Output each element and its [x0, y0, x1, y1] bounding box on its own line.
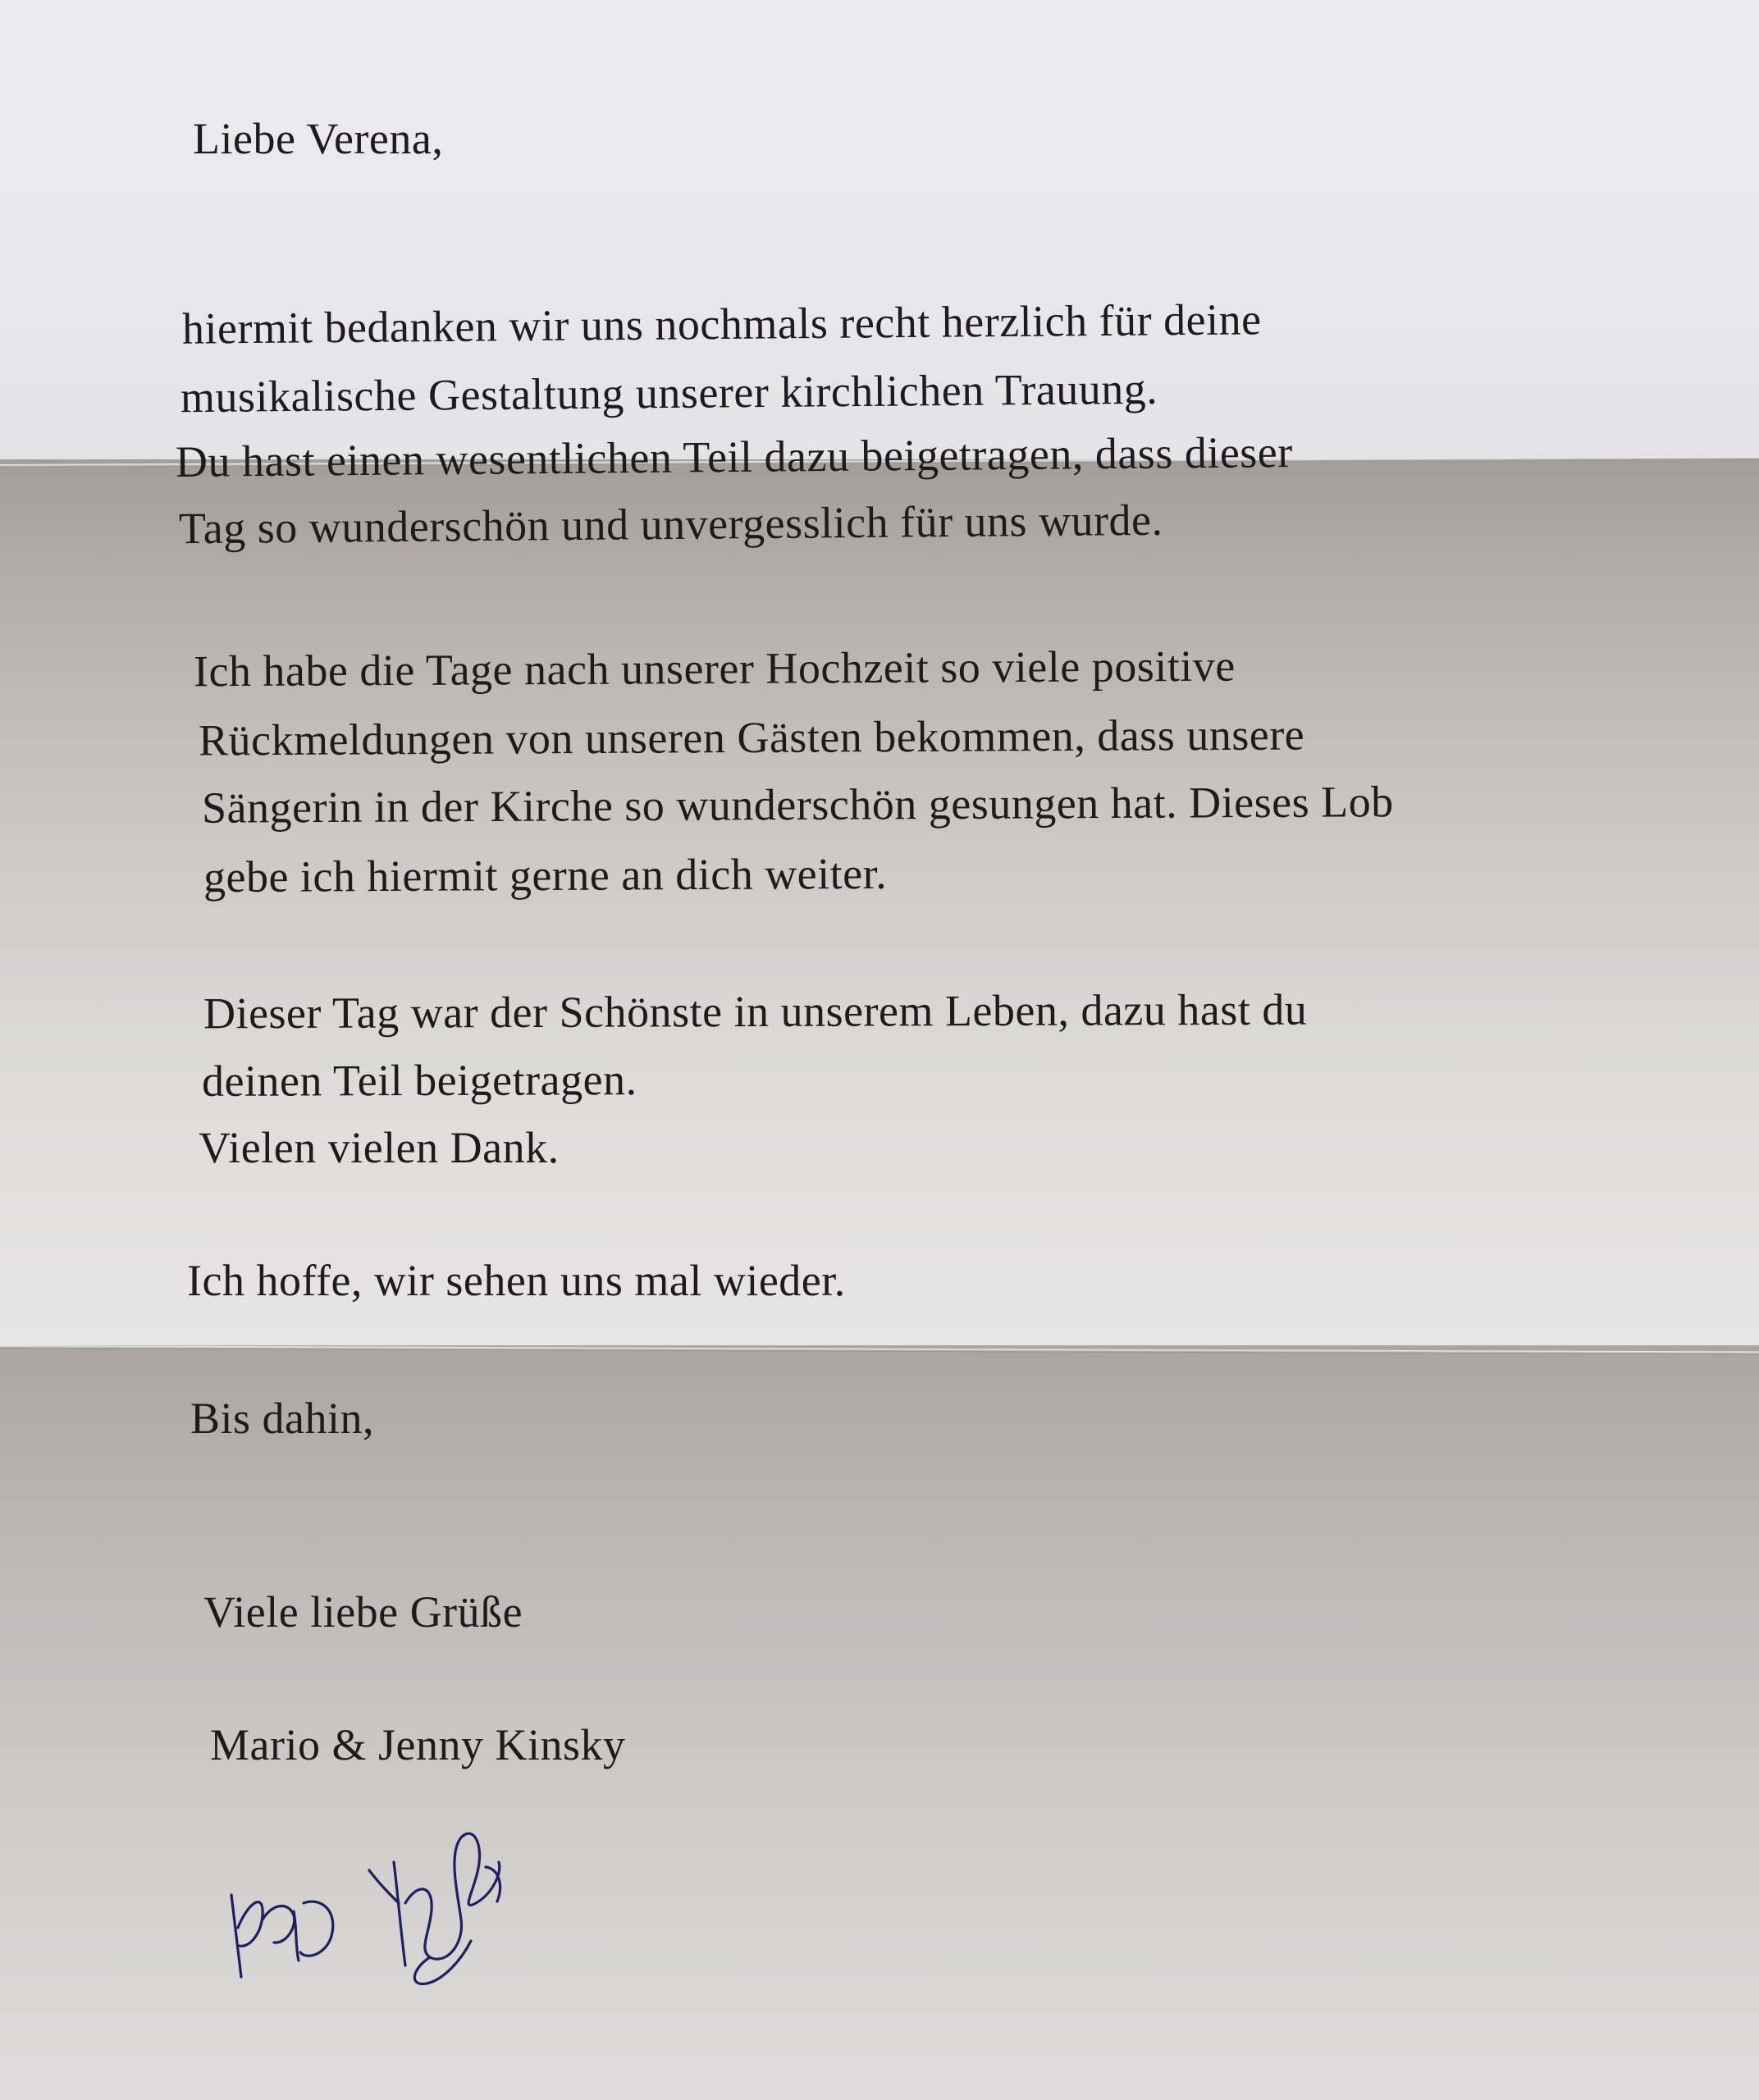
- paper-middle-panel: [0, 459, 1759, 1354]
- hope-line: Ich hoffe, wir sehen uns mal wieder.: [187, 1256, 846, 1305]
- paragraph1-line3: Du hast einen wesentlichen Teil dazu beigetragen, dass dieser: [175, 427, 1294, 486]
- paragraph1-line2: musikalische Gestaltung unserer kirchlichen Trauung.: [180, 363, 1158, 422]
- salutation: Liebe Verena,: [193, 114, 444, 163]
- paragraph1-line4: Tag so wunderschön und unvergesslich für uns wurde.: [178, 495, 1163, 554]
- paragraph3-line3: Vielen vielen Dank.: [199, 1123, 560, 1172]
- handwritten-signature: [215, 1805, 560, 2002]
- paragraph2-line1: Ich habe die Tage nach unserer Hochzeit so viele positive: [193, 641, 1236, 696]
- paragraph3-line2: deinen Teil beigetragen.: [201, 1055, 637, 1106]
- paragraph2-line2: Rückmeldungen von unseren Gästen bekommen, dass unsere: [198, 710, 1305, 765]
- closing-line: Viele liebe Grüße: [203, 1587, 523, 1637]
- paragraph3-line1: Dieser Tag war der Schönste in unserem Leben, dazu hast du: [203, 984, 1308, 1039]
- sender-names: Mario & Jenny Kinsky: [210, 1720, 626, 1769]
- paragraph2-line3: Sängerin in der Kirche so wunderschön gesungen hat. Dieses Lob: [201, 777, 1394, 833]
- paragraph2-line4: gebe ich hiermit gerne an dich weiter.: [203, 848, 888, 902]
- until-then-line: Bis dahin,: [190, 1394, 375, 1443]
- paragraph1-line1: hiermit bedanken wir uns nochmals recht herzlich für deine: [181, 294, 1262, 354]
